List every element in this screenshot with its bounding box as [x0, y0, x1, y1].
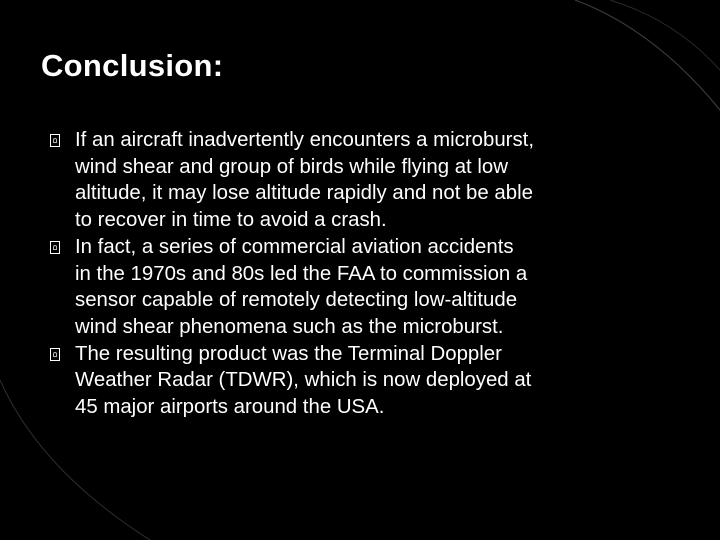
bullet-item [0, 341, 635, 421]
bullet-list [0, 127, 720, 421]
bullet-text: The resulting product was the Terminal Doppler Weather Radar (TDWR), which is now deployed at 45 major airports around the USA. [75, 342, 532, 419]
bullet-text: If an aircraft inadvertently encounters a microburst, wind shear and group of birds while flying at low altitude, it may lose altitude rapidly and not be able to recover in time to avoid a crash. [75, 129, 534, 232]
bullet-item [0, 127, 635, 234]
slide-title: Conclusion: [41, 48, 224, 83]
missing-glyph-box-icon [50, 241, 60, 254]
decorative-arc-top-right-outer [610, 0, 720, 70]
bullet-item [0, 234, 635, 341]
bullet-text: In fact, a series of commercial aviation accidents in the 1970s and 80s led the FAA to commission a sensor capable of remotely detecting low-altitude wind shear phenomena such as the microburst. [75, 235, 528, 338]
missing-glyph-box-icon [50, 348, 60, 361]
missing-glyph-box-icon [50, 134, 60, 147]
decorative-arc-top-right [575, 0, 720, 110]
